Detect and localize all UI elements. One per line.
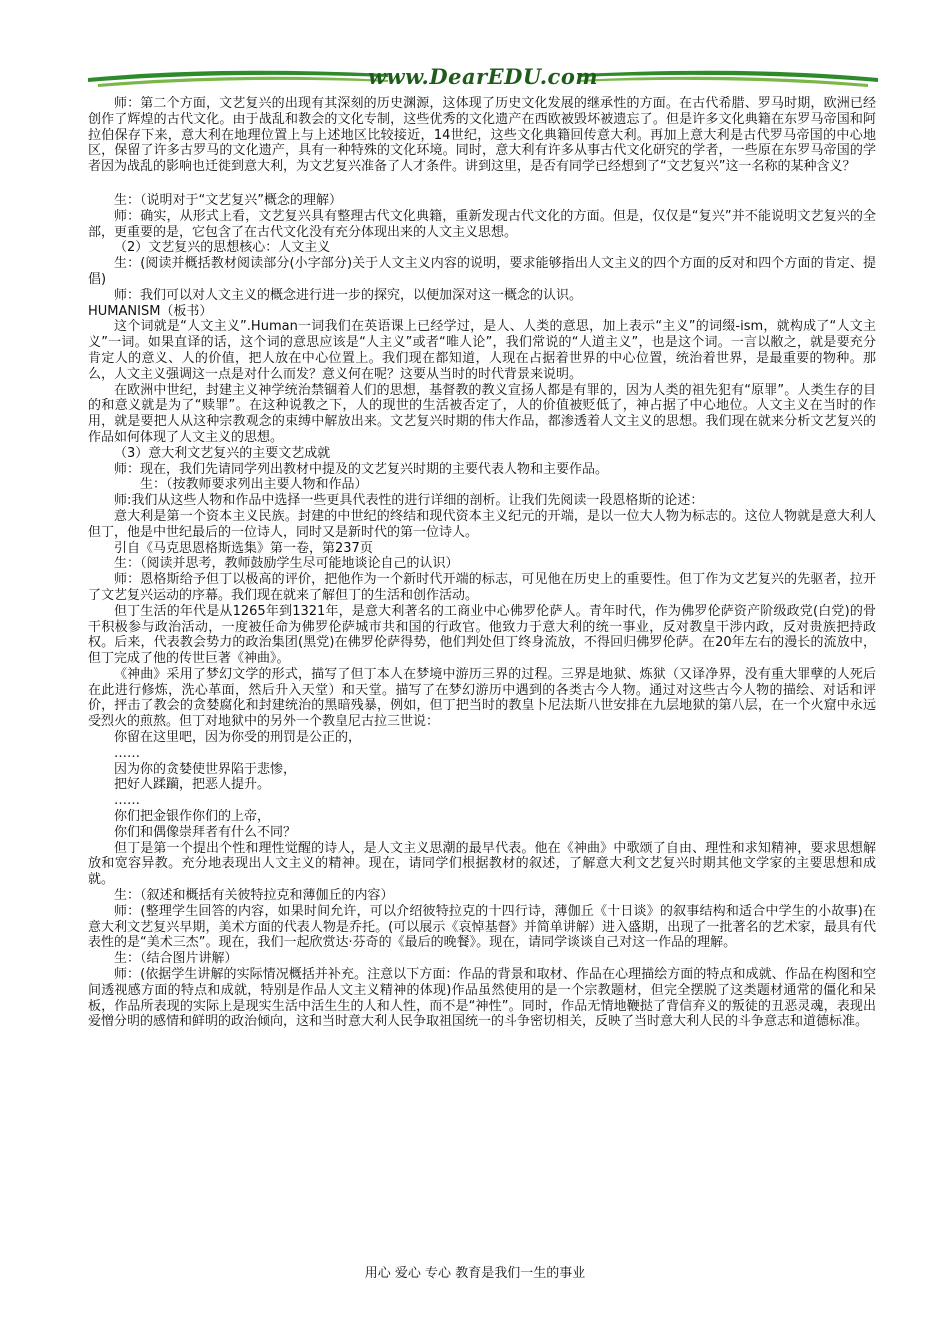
section-heading: （3）意大利文艺复兴的主要文艺成就 (114, 445, 331, 461)
footer-slogan: 用心 爱心 专心 教育是我们一生的事业 (364, 1266, 586, 1281)
poem-line: …… (114, 793, 140, 809)
paragraph: 生：(阅读并概括教材阅读部分(小字部分)关于人文主义内容的说明，要求能够指出人文主义的四个方面的反对和四个方面的肯定、提倡) (88, 256, 876, 287)
paragraph: 生：（阅读并思考，教师鼓励学生尽可能地谈论自己的认识） (114, 556, 459, 572)
paragraph: 师：我们可以对人文主义的概念进行进一步的探究，以便加深对这一概念的认识。 (114, 287, 583, 303)
paragraph: 这个词就是“人文主义”.Human一词我们在英语课上已经学过，是人、人类的意思，加上表示“主义”的词缀-ism，就构成了“人文主义”一词。如果直译的话，这个词的意思应该是“人主义”或者“唯人论”，我们常说的“人道主义”，也是这个词。一言以敝之，就是要充分肯定人的意义、人的价值，把人放在中心位置上。我们现在都知道，人现在占据着世界的中心位置，统治着世界，是最重要的物种。那么，人文主义强调这一点是对什么而发？意义何在呢？这要从当时的时代背景来说明。 (88, 319, 876, 382)
paragraph: 生：（按教师要求列出主要人物和作品） (140, 477, 368, 493)
paragraph: 《神曲》采用了梦幻文学的形式，描写了但丁本人在梦境中游历三界的过程。三界是地狱、炼狱（又译净界，没有重大罪孽的人死后在此进行修炼，洗心革面，然后升入天堂）和天堂。描写了在梦幻游历中遇到的各类古今人物。通过对这些古今人物的描绘、对话和评价，抨击了教会的贪婪腐化和封建统治的黑暗残暴，例如，但丁把当时的教皇卜尼法斯八世安排在九层地狱的第八层，在一个火窟中永远受烈火的煎熬。但丁对地狱中的另外一个教皇尼古拉三世说： (88, 666, 876, 730)
document-body (88, 96, 876, 1030)
paragraph: 生：（说明对于“文艺复兴”概念的理解） (114, 192, 342, 208)
paragraph: 师：确实，从形式上看，文艺复兴具有整理古代文化典籍，重新发现古代文化的方面。但是，仅仅是“复兴”并不能说明文艺复兴的全部，更重要的是，它包含了在古代文化没有充分体现出来的人文主义思想。 (88, 208, 876, 240)
paragraph: 师:我们从这些人物和作品中选择一些更具代表性的进行详细的剖析。让我们先阅读一段恩格斯的论述： (114, 493, 704, 509)
paragraph: 师：恩格斯给予但丁以极高的评价，把他作为一个新时代开端的标志，可见他在历史上的重要性。但丁作为文艺复兴的先驱者，拉开了文艺复兴运动的序幕。我们现在就来了解但丁的生活和创作活动。 (88, 572, 876, 603)
citation: 引自《马克思恩格斯选集》第一卷，第237页 (114, 540, 373, 556)
site-header (88, 62, 878, 98)
poem-line: 你留在这里吧，因为你受的刑罚是公正的， (114, 730, 362, 746)
poem-line: 因为你的贪婪使世界陷于悲惨， (114, 761, 297, 777)
section-heading: （2）文艺复兴的思想核心：人文主义 (114, 240, 331, 256)
paragraph: 生：（结合图片讲解） (114, 951, 238, 967)
blank-line (88, 175, 876, 193)
paragraph: 在欧洲中世纪，封建主义神学统治禁锢着人们的思想，基督教的教义宣扬人都是有罪的，因为人类的祖先犯有“原罪”。人类生存的目的和意义就是为了“赎罪”。在这种说教之下，人的现世的生活被否定了，人的价值被贬低了，神占据了中心地位。人文主义在当时的作用，就是要把人从这种宗教观念的束缚中解放出来。文艺复兴时期的伟大作品，都渗透着人文主义的思想。我们现在就来分析文艺复兴的作品如何体现了人文主义的思想。 (88, 382, 876, 445)
poem-line: 你们把金银作你们的上帝， (114, 809, 271, 825)
paragraph: 生：（叙述和概括有关彼特拉克和薄伽丘的内容） (114, 888, 394, 904)
poem-line: 你们和偶像崇拜者有什么不同？ (114, 824, 297, 840)
paragraph: 师：第二个方面，文艺复兴的出现有其深刻的历史渊源，这体现了历史文化发展的继承性的方面。在古代希腊、罗马时期，欧洲已经创作了辉煌的古代文化。由于战乱和教会的文化专制，这些优秀的文化遗产在西欧被毁坏被遗忘了。但是许多文化典籍在东罗马帝国和阿拉伯保存下来，意大利在地理位置上与上述地区比较接近，14世纪，这些文化典籍回传意大利。再加上意大利是古代罗马帝国的中心地区，保留了许多古罗马的文化遗产，具有一种特殊的文化环境。同时，意大利有许多从事古代文化研究的学者，一些原在东罗马帝国的学者因为战乱的影响也迁徙到意大利，为文艺复兴准备了人才条件。讲到这里，是否有同学已经想到了“文艺复兴”这一名称的某种含义？ (88, 96, 876, 175)
board-note: HUMANISM（板书） (88, 303, 213, 319)
paragraph: 但丁生活的年代是从1265年到1321年，是意大利著名的工商业中心佛罗伦萨人。青年时代，作为佛罗伦萨资产阶级政党(白党)的骨干积极参与政治活动，一度被任命为佛罗伦萨城市共和国的行政官。他致力于意大利的统一事业，反对教皇干涉内政，反对贵族把持政权。后来，代表教会势力的政治集团(黑党)在佛罗伦萨得势，他们判处但丁终身流放，不得回归佛罗伦萨。在20年左右的漫长的流放中，但丁完成了他的传世巨著《神曲》。 (88, 603, 876, 667)
paragraph: 师：现在，我们先请同学列出教材中提及的文艺复兴时期的主要代表人物和主要作品。 (114, 461, 609, 477)
site-url[interactable]: www.DearEDU.com (367, 64, 599, 89)
quotation: 意大利是第一个资本主义民族。封建的中世纪的终结和现代资本主义纪元的开端，是以一位大人物为标志的。这位人物就是意大利人但丁，他是中世纪最后的一位诗人，同时又是新时代的第一位诗人。 (88, 508, 876, 540)
paragraph: 师：(依据学生讲解的实际情况概括并补充。注意以下方面：作品的背景和取材、作品在心理描绘方面的特点和成就、作品在构图和空间透视感方面的特点和成就，特别是作品人文主义精神的体现)作品虽然使用的是一个宗教题材，但完全摆脱了这类题材通常的僵化和呆板，作品所表现的实际上是现实生活中活生生的人和人性，而不是“神性”。同时，作品无情地鞭挞了背信弃义的叛徒的丑恶灵魂，表现出爱憎分明的感情和鲜明的政治倾向，这和当时意大利人民争取祖国统一的斗争密切相关，反映了当时意大利人民的斗争意志和道德标准。 (88, 967, 876, 1030)
paragraph: 但丁是第一个提出个性和理性觉醒的诗人，是人文主义思潮的最早代表。他在《神曲》中歌颂了自由、理性和求知精神，要求思想解放和宽容异教。充分地表现出人文主义的精神。现在，请同学们根据教材的叙述，了解意大利文艺复兴时期其他文学家的主要思想和成就。 (88, 840, 876, 888)
poem-line: …… (114, 745, 140, 761)
poem-line: 把好人蹂躏，把恶人提升。 (114, 777, 271, 793)
paragraph: 师：(整理学生回答的内容，如果时间允许，可以介绍彼特拉克的十四行诗，薄伽丘《十日谈》的叙事结构和适合中学生的小故事)在意大利文艺复兴早期，美术方面的代表人物是乔托。(可以展示《哀悼基督》并简单讲解）进入盛期，出现了一批著名的艺术家，最具有代表性的是“美术三杰”。现在，我们一起欣赏达·芬奇的《最后的晚餐》。现在，请同学谈谈自己对这一作品的理解。 (88, 903, 876, 951)
